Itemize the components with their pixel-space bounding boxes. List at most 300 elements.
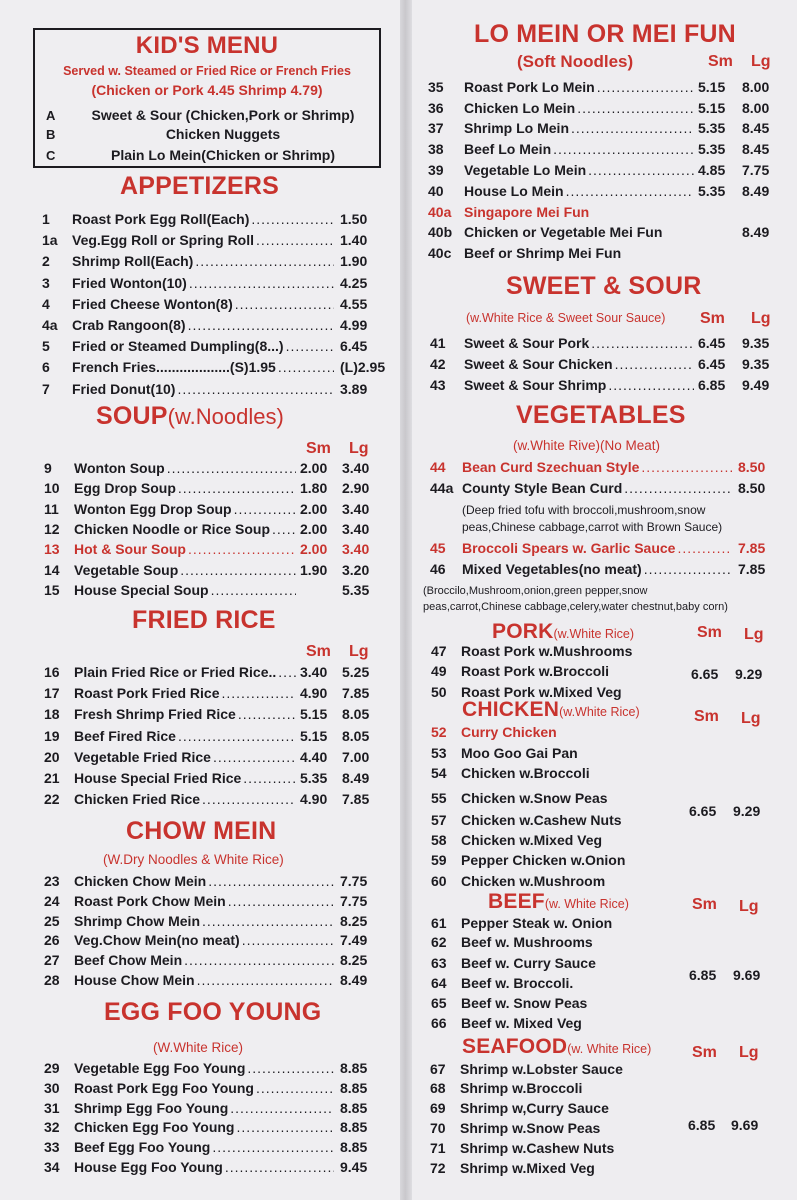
appetizers-item (42, 251, 378, 271)
item-number: 35 (428, 79, 444, 95)
fried-rice-item (44, 768, 378, 788)
item-price-sm: 4.85 (698, 162, 726, 178)
egg-foo-young-item (44, 1137, 378, 1157)
item-price: 8.25 (340, 952, 368, 969)
sweet-sour-item (430, 333, 778, 353)
item-name: Veg.Chow Mein(no meat) ..... (74, 932, 334, 948)
item-number: 28 (44, 972, 60, 988)
sweet-sour-item (430, 375, 778, 395)
egg-foo-young-item (44, 1157, 378, 1177)
chicken-item (431, 850, 661, 870)
chow-mein-item (44, 871, 378, 891)
item-name: Shrimp Lo Mein ..... (464, 120, 694, 136)
item-number: 25 (44, 912, 60, 929)
lo-mein-subtitle: (Soft Noodles) (517, 52, 634, 71)
item-number: 29 (44, 1060, 60, 1076)
item-number: 27 (44, 952, 60, 969)
item-number: 1a (42, 232, 58, 249)
item-number: 12 (44, 520, 60, 537)
item-name: Chicken Chow Mein ..... (74, 873, 334, 889)
item-price-sm: 6.45 (698, 335, 726, 351)
item-name: Crab Rangoon(8) ..... (72, 317, 334, 333)
chicken-item (431, 830, 661, 850)
item-name: Beef Egg Foo Young ..... (74, 1139, 334, 1155)
item-name: Beef Fired Rice ..... (74, 728, 296, 744)
sweet-sour-subtitle: (w.White Rice & Sweet Sour Sauce) (466, 311, 666, 325)
item-number: 44a (430, 480, 454, 496)
chicken-title: CHICKEN (462, 698, 560, 721)
item-number: 53 (431, 745, 447, 761)
item-price-sm: 5.15 (300, 706, 328, 723)
item-number: 30 (44, 1079, 60, 1096)
chicken-sm-header: Sm (694, 708, 719, 725)
kids-menu-line1: Served w. Steamed or Fried Rice or French Fries (63, 64, 351, 78)
item-number: 42 (430, 356, 446, 372)
item-price-sm: 2.00 (300, 500, 328, 517)
item-number: 71 (430, 1140, 446, 1156)
chicken-item (431, 871, 661, 891)
item-price-lg: 8.00 (742, 79, 770, 95)
item-number: 44 (430, 459, 446, 475)
pork-price-lg: 9.29 (735, 666, 763, 682)
pork-sm-header: Sm (697, 624, 722, 641)
fried-rice-lg-header: Lg (349, 643, 369, 660)
lo-mein-sm-header: Sm (708, 53, 733, 70)
chicken-heading (462, 698, 640, 722)
item-name: Roast Pork Fried Rice ..... (74, 685, 296, 701)
vegetables-item (430, 559, 776, 579)
item-price: 1.40 (340, 232, 368, 249)
sweet-sour-sm-header: Sm (700, 310, 725, 327)
item-number: 4a (42, 317, 58, 333)
beef-lg-header: Lg (739, 898, 759, 915)
item-price: (L)2.95 (340, 359, 386, 376)
item-number: 40c (428, 245, 452, 261)
item-number: 45 (430, 540, 446, 556)
item-name: Beef w. Broccoli. (461, 975, 574, 991)
seafood-item (430, 1158, 660, 1178)
item-price: 8.85 (340, 1079, 368, 1096)
lo-mein-item (428, 243, 778, 263)
item-name: Beef w. Mushrooms (461, 934, 593, 950)
soup-title: SOUP (96, 402, 168, 430)
pork-item (431, 661, 661, 681)
item-number: 4 (42, 295, 50, 312)
item-price-lg: 8.05 (342, 727, 370, 744)
item-number: 1 (42, 211, 50, 227)
item-price-sm: 2.00 (300, 541, 328, 558)
soup-sm-header: Sm (306, 440, 331, 457)
item-name: Roast Pork w.Mixed Veg (461, 684, 622, 700)
item-price-lg: 5.25 (342, 664, 370, 680)
seafood-item (430, 1098, 660, 1118)
item-number: 47 (431, 643, 447, 659)
seafood-price-sm: 6.85 (688, 1117, 716, 1133)
item-name: Mixed Vegetables(no meat) ..... (462, 561, 732, 577)
item-name: House Chow Mein ..... (74, 972, 334, 988)
item-number: 59 (431, 852, 447, 868)
kids-menu-line2: (Chicken or Pork 4.45 Shrimp 4.79) (91, 82, 323, 98)
appetizers-item (42, 379, 378, 399)
item-number: 15 (44, 581, 60, 598)
item-name: Bean Curd Szechuan Style ..... (462, 459, 732, 475)
item-number: 18 (44, 706, 60, 723)
item-number: 52 (431, 724, 447, 740)
lo-mein-item (428, 139, 778, 159)
appetizers-item (42, 230, 378, 250)
kids-item-letter: C (46, 147, 56, 163)
fried-rice-sm-header: Sm (306, 643, 331, 660)
item-price-lg: 9.35 (742, 335, 770, 351)
item-name: Vegetable Egg Foo Young ..... (74, 1060, 334, 1076)
item-name: Shrimp w.Broccoli (460, 1080, 583, 1096)
soup-item (44, 539, 378, 559)
item-price: 1.50 (340, 211, 368, 227)
item-number: 14 (44, 561, 60, 578)
item-price: 8.50 (738, 459, 766, 475)
item-number: 57 (431, 812, 447, 828)
beef-item (431, 913, 661, 933)
item-number: 40a (428, 204, 452, 220)
beef-heading (488, 890, 629, 914)
item-number: 69 (430, 1100, 446, 1116)
seafood-item (430, 1118, 660, 1138)
soup-item (44, 478, 378, 498)
item-name: Fried Cheese Wonton(8) ..... (72, 296, 334, 312)
item-number: 20 (44, 748, 60, 765)
seafood-title: SEAFOOD (462, 1035, 568, 1058)
item-price: 8.85 (340, 1139, 368, 1156)
item-number: 66 (431, 1015, 447, 1031)
lo-mein-item (428, 222, 778, 242)
fried-rice-item (44, 683, 378, 703)
vegetables-note-44a-line1: (Deep fried tofu with broccoli,mushroom,snow (462, 503, 706, 517)
item-price-sm: 5.35 (698, 141, 726, 157)
item-price-sm: 2.00 (300, 460, 328, 476)
item-price-lg: 8.49 (342, 770, 370, 786)
item-price-sm: 5.35 (698, 183, 726, 199)
item-number: 68 (430, 1080, 446, 1096)
item-name: Hot & Sour Soup ..... (74, 541, 296, 557)
kids-menu-title: KID'S MENU (135, 32, 279, 59)
item-name: Egg Drop Soup ..... (74, 480, 296, 496)
item-number: 63 (431, 955, 447, 971)
chicken-price-lg: 9.29 (733, 803, 761, 819)
item-number: 38 (428, 141, 444, 157)
seafood-suffix: (w. White Rice) (567, 1042, 652, 1056)
item-price: 1.90 (340, 253, 368, 270)
item-number: 62 (431, 934, 447, 950)
fried-rice-item (44, 662, 378, 682)
beef-item (431, 932, 661, 952)
item-number: 34 (44, 1159, 60, 1175)
item-name: Wonton Egg Drop Soup ..... (74, 501, 296, 517)
item-price: 8.85 (340, 1099, 368, 1116)
item-price-lg: 8.49 (742, 183, 770, 199)
item-price-sm: 5.15 (300, 727, 328, 744)
item-price: 9.45 (340, 1159, 368, 1175)
item-price-sm: 2.00 (300, 520, 328, 537)
item-price-lg: 3.40 (342, 520, 370, 537)
item-price: 7.49 (340, 932, 368, 949)
item-name: Chicken or Vegetable Mei Fun (464, 224, 663, 240)
item-number: 6 (42, 359, 50, 376)
item-number: 40b (428, 224, 453, 240)
item-price: 8.50 (738, 480, 766, 496)
item-name: Roast Pork Lo Mein ..... (464, 79, 694, 95)
kids-item-name: Chicken Nuggets (165, 126, 281, 142)
item-number: 36 (428, 100, 444, 116)
item-number: 7 (42, 380, 50, 397)
item-name: Veg.Egg Roll or Spring Roll ..... (72, 232, 334, 248)
item-number: 40 (428, 183, 444, 199)
item-number: 50 (431, 684, 447, 700)
chicken-lg-header: Lg (741, 710, 761, 727)
chow-mein-item (44, 950, 378, 970)
fried-rice-item (44, 704, 378, 724)
item-price-lg: 3.40 (342, 500, 370, 517)
chicken-item (431, 722, 661, 742)
item-name: Sweet & Sour Shrimp ..... (464, 377, 694, 393)
seafood-item (430, 1059, 660, 1079)
item-number: 61 (431, 915, 447, 931)
item-price-sm: 3.40 (300, 664, 328, 680)
item-price-lg: 9.35 (742, 356, 770, 372)
soup-lg-header: Lg (349, 440, 369, 457)
item-number: 33 (44, 1139, 60, 1156)
item-number: 13 (44, 541, 60, 558)
item-price-lg: 2.90 (342, 480, 370, 497)
item-price-lg: 3.40 (342, 541, 370, 558)
item-price-lg: 7.85 (342, 685, 370, 702)
fried-rice-item (44, 726, 378, 746)
vegetables-title: VEGETABLES (516, 401, 686, 429)
item-name: Singapore Mei Fun (464, 204, 590, 220)
item-number: 65 (431, 995, 447, 1011)
pork-title: PORK (492, 620, 554, 643)
chicken-item (431, 743, 661, 763)
lo-mein-title: LO MEIN OR MEI FUN (474, 20, 736, 48)
item-number: 58 (431, 832, 447, 848)
item-name: House Lo Mein ..... (464, 183, 694, 199)
item-number: 11 (44, 500, 59, 517)
vegetables-note-46-line1: (Broccilo,Mushroom,onion,green pepper,snow (423, 585, 648, 597)
sweet-sour-title: SWEET & SOUR (506, 272, 702, 300)
item-price-lg: 8.45 (742, 141, 770, 157)
item-number: 23 (44, 873, 60, 889)
fried-rice-item (44, 789, 378, 809)
item-price-lg: 7.00 (342, 748, 370, 765)
item-name: House Special Fried Rice ..... (74, 770, 296, 786)
fried-rice-title: FRIED RICE (132, 606, 276, 634)
item-price-sm: 5.15 (698, 100, 726, 116)
item-number: 17 (44, 685, 60, 702)
soup-item (44, 560, 378, 580)
item-name: Vegetable Soup ..... (74, 562, 296, 578)
lo-mein-item (428, 118, 778, 138)
chicken-price-sm: 6.65 (689, 803, 717, 819)
item-price-sm: 4.90 (300, 685, 328, 702)
lo-mein-item (428, 77, 778, 97)
vegetables-item (430, 457, 776, 477)
item-name: Beef w. Mixed Veg (461, 1015, 582, 1031)
item-number: 67 (430, 1061, 446, 1077)
item-number: 2 (42, 253, 50, 270)
vegetables-item (430, 478, 776, 498)
item-name: Broccoli Spears w. Garlic Sauce ..... (462, 540, 732, 556)
item-price-sm: 5.35 (300, 770, 328, 786)
item-price: 7.75 (340, 873, 368, 889)
item-number: 24 (44, 892, 60, 909)
chicken-item (431, 788, 661, 808)
item-number: 46 (430, 561, 446, 577)
item-number: 43 (430, 377, 446, 393)
item-price: 4.99 (340, 317, 368, 333)
beef-suffix: (w. White Rice) (544, 897, 629, 911)
egg-foo-young-item (44, 1058, 378, 1078)
fried-rice-item (44, 747, 378, 767)
item-price-lg: 9.49 (742, 377, 770, 393)
item-name: Shrimp w.Mixed Veg (460, 1160, 595, 1176)
soup-item (44, 519, 378, 539)
egg-foo-young-title: EGG FOO YOUNG (104, 998, 322, 1026)
item-price: 7.85 (738, 540, 766, 556)
item-price-lg: 8.05 (342, 706, 370, 723)
item-name: Chicken Noodle or Rice Soup ..... (74, 521, 296, 537)
seafood-item (430, 1138, 660, 1158)
item-name: Roast Pork Egg Roll(Each) ..... (72, 211, 334, 227)
item-name: Shrimp w.Cashew Nuts (460, 1140, 615, 1156)
item-name: Pepper Chicken w.Onion (461, 852, 626, 868)
item-name: Chicken w.Mixed Veg (461, 832, 603, 848)
vegetables-note-46-line2: peas,carrot,Chinese cabbage,celery,water chestnut,baby corn) (423, 601, 728, 613)
item-price-lg: 8.49 (742, 224, 770, 240)
egg-foo-young-item (44, 1078, 378, 1098)
item-price: 8.85 (340, 1060, 368, 1076)
item-name: Roast Pork Egg Foo Young ..... (74, 1080, 334, 1096)
item-name: Shrimp w.Snow Peas (460, 1120, 601, 1136)
item-price-lg: 3.20 (342, 561, 370, 578)
pork-item (431, 641, 661, 661)
item-name: Chicken w.Cashew Nuts (461, 812, 622, 828)
soup-item (44, 580, 378, 600)
kids-item-letter: A (46, 107, 56, 123)
vegetables-item (430, 538, 776, 558)
item-price-sm: 1.90 (300, 561, 328, 578)
soup-title-suffix: (w.Noodles) (167, 404, 284, 429)
vegetables-subtitle: (w.White Rive)(No Meat) (513, 438, 661, 453)
item-price-lg: 8.00 (742, 100, 770, 116)
item-name: Chicken Fried Rice ..... (74, 791, 296, 807)
item-name: House Egg Foo Young ..... (74, 1159, 334, 1175)
seafood-lg-header: Lg (739, 1044, 759, 1061)
appetizers-title: APPETIZERS (120, 172, 279, 200)
seafood-sm-header: Sm (692, 1044, 717, 1061)
item-number: 26 (44, 932, 60, 949)
item-name: Chicken w.Mushroom (461, 873, 606, 889)
item-name: Curry Chicken (461, 724, 557, 740)
item-name: Pepper Steak w. Onion (461, 915, 613, 931)
item-number: 19 (44, 727, 60, 744)
item-name: Beef w. Curry Sauce (461, 955, 596, 971)
beef-item (431, 973, 661, 993)
seafood-price-lg: 9.69 (731, 1117, 759, 1133)
soup-item (44, 499, 378, 519)
item-name: House Special Soup ..... (74, 582, 296, 598)
item-number: 22 (44, 791, 60, 808)
item-name: Fresh Shrimp Fried Rice ..... (74, 706, 296, 722)
item-number: 39 (428, 162, 444, 178)
item-name: Beef or Shrimp Mei Fun (464, 245, 622, 261)
appetizers-item (42, 273, 378, 293)
item-name: Chicken w.Snow Peas (461, 790, 608, 806)
item-number: 37 (428, 120, 444, 136)
chow-mein-subtitle: (W.Dry Noodles & White Rice) (103, 852, 284, 867)
item-number: 32 (44, 1119, 60, 1136)
item-name: Beef w. Snow Peas (461, 995, 588, 1011)
item-name: Plain Fried Rice or Fried Rice.. ..... (74, 664, 296, 680)
lo-mein-item (428, 160, 778, 180)
item-price-sm: 1.80 (300, 480, 328, 497)
appetizers-item (42, 209, 378, 229)
item-name: Roast Pork w.Mushrooms (461, 643, 633, 659)
chow-mein-item (44, 891, 378, 911)
item-name: Roast Pork Chow Mein ..... (74, 893, 334, 909)
appetizers-item (42, 336, 378, 356)
item-name: Vegetable Lo Mein ..... (464, 162, 694, 178)
kids-item-name: Plain Lo Mein(Chicken or Shrimp) (110, 147, 336, 163)
item-price-lg: 3.40 (342, 460, 370, 476)
item-name: Vegetable Fried Rice ..... (74, 749, 296, 765)
item-price-lg: 7.75 (742, 162, 770, 178)
item-price-sm: 4.90 (300, 791, 328, 808)
kids-item-letter: B (46, 126, 56, 142)
item-price-sm: 6.45 (698, 356, 726, 372)
item-price: 4.55 (340, 295, 368, 312)
item-price: 8.25 (340, 912, 368, 929)
item-name: Beef Lo Mein ..... (464, 141, 694, 157)
item-name: Shrimp Egg Foo Young ..... (74, 1100, 334, 1116)
beef-sm-header: Sm (692, 896, 717, 913)
item-number: 54 (431, 765, 447, 781)
item-number: 64 (431, 975, 447, 991)
item-name: Chicken Egg Foo Young ..... (74, 1119, 334, 1135)
item-name: Chicken Lo Mein ..... (464, 100, 694, 116)
pork-price-sm: 6.65 (691, 666, 719, 682)
chow-mein-item (44, 930, 378, 950)
pork-suffix: (w.White Rice) (553, 627, 635, 641)
item-price: 3.89 (340, 380, 368, 397)
item-name: Fried or Steamed Dumpling(8...) ..... (72, 338, 334, 354)
item-price: 7.85 (738, 561, 766, 577)
item-number: 5 (42, 338, 50, 355)
item-number: 3 (42, 274, 50, 291)
egg-foo-young-item (44, 1098, 378, 1118)
item-name: French Fries...................(S)1.95 ..... (72, 359, 334, 375)
appetizers-item (42, 294, 378, 314)
item-name: Shrimp Roll(Each) ..... (72, 253, 334, 269)
item-number: 55 (431, 790, 447, 806)
sweet-sour-lg-header: Lg (751, 310, 771, 327)
item-price-sm: 5.35 (698, 120, 726, 136)
chicken-suffix: (w.White Rice) (559, 705, 640, 719)
vegetables-note-44a-line2: peas,Chinese cabbage,carrot with Brown Sauce) (462, 520, 723, 534)
item-name: Fried Donut(10) ..... (72, 381, 334, 397)
beef-item (431, 953, 661, 973)
item-name: County Style Bean Curd ..... (462, 480, 732, 496)
item-price-sm: 4.40 (300, 748, 328, 765)
item-price: 8.85 (340, 1119, 368, 1136)
